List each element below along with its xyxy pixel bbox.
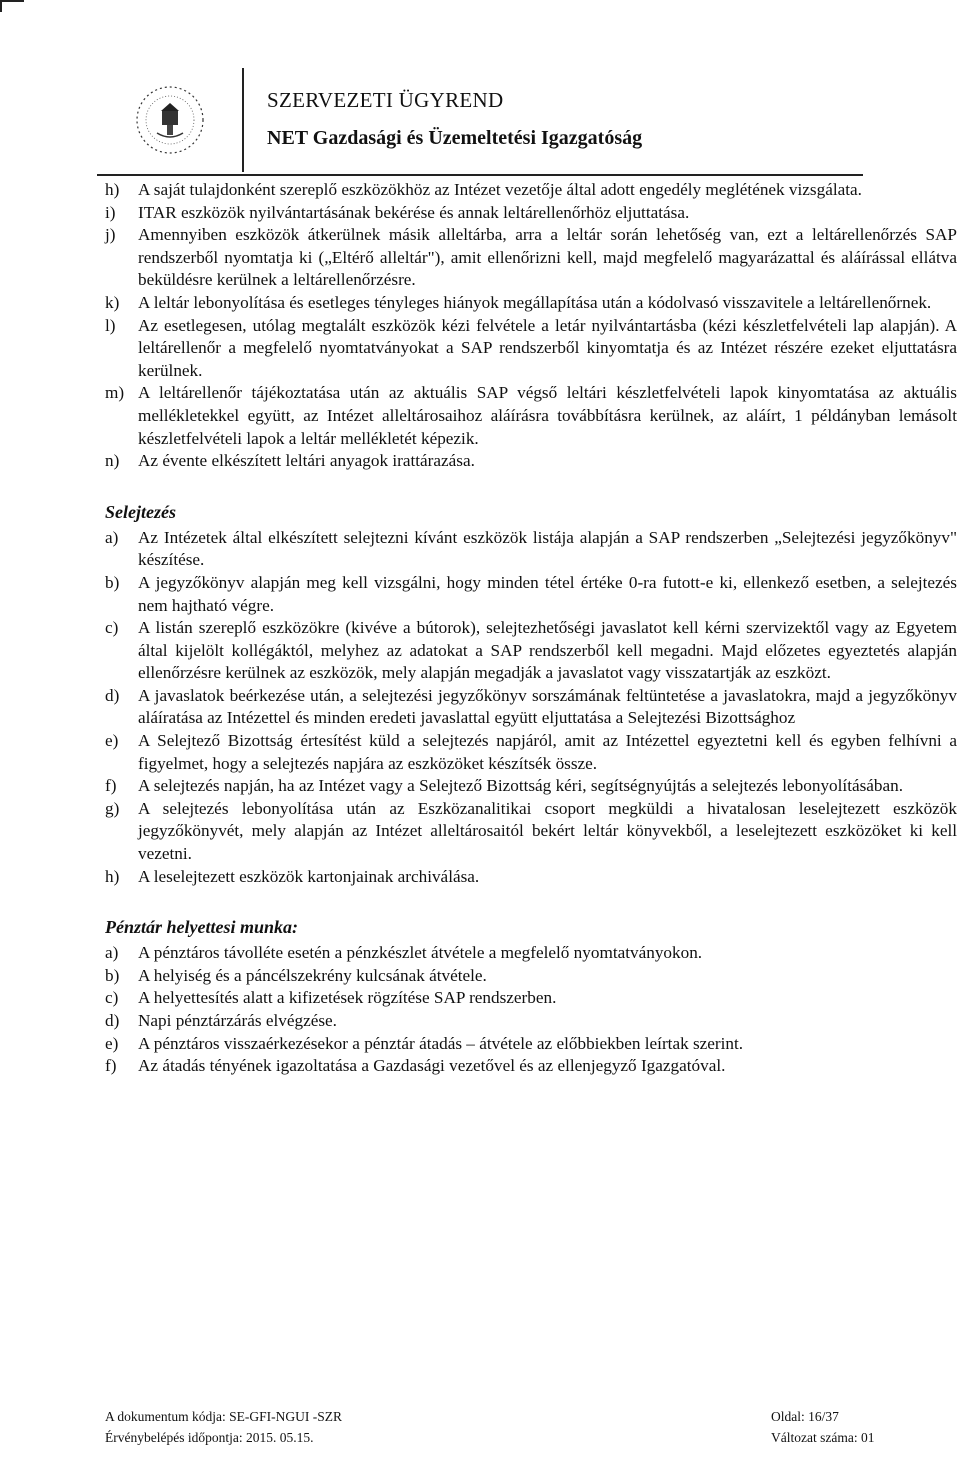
list-item	[105, 1033, 957, 1056]
university-seal-icon	[131, 81, 209, 159]
corner-crop-mark	[0, 0, 24, 12]
item-marker: f)	[105, 1056, 117, 1076]
item-text: A Selejtező Bizottság értesítést küld a selejtezés napjáról, amit az Intézettel egyeztetni kell és egyben felhívni a figyelmet, hogy a selejtezés napjára az eszközöket készítsék össze.	[138, 731, 957, 773]
list-item	[105, 1055, 957, 1078]
list-item	[105, 987, 957, 1010]
document-header	[97, 68, 863, 176]
list-item	[105, 730, 957, 775]
item-marker: d)	[105, 685, 120, 705]
list-item	[105, 617, 957, 685]
list-item	[105, 1010, 957, 1033]
list-item	[105, 942, 957, 965]
item-text: Az Intézetek által elkészített selejtezni kívánt eszközök listája alapján a SAP rendszerben „Selejtezési jegyzőkönyv" készítése.	[138, 527, 957, 570]
item-marker: c)	[105, 988, 119, 1008]
item-marker: g)	[105, 798, 120, 818]
item-marker: h)	[105, 180, 120, 199]
item-text: A leltárellenőr tájékoztatása után az aktuális SAP végső leltári készletfelvételi lapok kinyomtatása az aktuális mellékletekkel együtt, az Intézet alleltárosaihoz aláírásra továbbításra kerülnek, az aláírt, 1 példányban lemásolt készletfelvételi lapok a leltár mellékletét képezik.	[138, 383, 957, 448]
logo-box	[97, 68, 244, 172]
list-item	[105, 179, 957, 202]
item-marker: c)	[105, 618, 119, 638]
item-marker: e)	[105, 1033, 119, 1053]
item-text: A leltár lebonyolítása és esetleges tényleges hiányok megállapítása után a kódolvasó visszavitele a leltárellenőrnek.	[138, 292, 932, 312]
effective-date: Érvénybelépés időpontja: 2015. 05.15.	[105, 1430, 314, 1445]
item-marker: a)	[105, 943, 119, 963]
list-item	[105, 965, 957, 988]
item-marker: h)	[105, 866, 120, 886]
list-item	[105, 292, 957, 315]
list-item	[105, 382, 957, 450]
item-marker: f)	[105, 776, 117, 796]
item-marker: i)	[105, 202, 116, 222]
item-marker: l)	[105, 315, 116, 335]
list-item	[105, 775, 957, 798]
list-item	[105, 866, 957, 889]
list-item	[105, 315, 957, 383]
list-item	[105, 527, 957, 572]
list-top	[105, 179, 957, 473]
doc-code: A dokumentum kódja: SE-GFI-NGUI -SZR	[105, 1409, 342, 1424]
list-item	[105, 450, 957, 473]
list-item	[105, 798, 957, 866]
item-text: A pénztáros visszaérkezésekor a pénztár átadás – átvétele az előbbiekben leírtak szerint.	[138, 1033, 744, 1053]
footer-row	[105, 1406, 957, 1427]
item-marker: a)	[105, 527, 119, 547]
header-text	[244, 68, 642, 174]
section-heading-penztar: Pénztár helyettesi munka:	[105, 917, 298, 938]
item-text: A pénztáros távolléte esetén a pénzkészlet átvétele a megfelelő nyomtatványokon.	[138, 943, 703, 963]
item-text: A leselejtezett eszközök kartonjainak archiválása.	[138, 866, 480, 886]
item-text: A helyettesítés alatt a kifizetések rögzítése SAP rendszerben.	[138, 988, 557, 1008]
item-marker: d)	[105, 1011, 120, 1030]
item-text: A selejtezés napján, ha az Intézet vagy a Selejtező Bizottság kéri, segítségnyújtás a selejtezés lebonyolításában.	[138, 776, 904, 796]
item-text: A saját tulajdonként szereplő eszközökhöz az Intézet vezetője által adott engedély meglétének vizsgálata.	[138, 180, 862, 199]
item-text: ITAR eszközök nyilvántartásának bekérése és annak leltárellenőrhöz eljuttatása.	[138, 202, 690, 222]
list-item	[105, 572, 957, 617]
list-selejtezes	[105, 527, 957, 889]
item-marker: b)	[105, 572, 120, 592]
item-text: A listán szereplő eszközökre (kivéve a bútorok), selejtezhetőségi javaslatot kell kérni szervizektől vagy az Egyetem által kijelölt kollégáktól, melyhez az adatokat a SAP rendszerből kell megadni. Majd előzetes egyeztetés alapján ellenőrzésre kerülnek az eszközök, mely alapján megadják a javaslatot vagy visszatartják az eszközt.	[138, 618, 957, 683]
document-footer	[105, 1406, 957, 1448]
section-heading-selejtezes: Selejtezés	[105, 501, 176, 522]
item-text: Amennyiben eszközök átkerülnek másik alleltárba, arra a leltár során lehetőség van, ezt a leltárellenőrzés SAP rendszerből nyomtatja ki („Eltérő alleltár"), amit ellenőrizni kell, majd megfelelő magyarázattal és aláírással ellátva beküldésre kerülnek a leltárellenőrzésre.	[138, 225, 957, 290]
document-body	[105, 179, 957, 1078]
item-text: Az esetlegesen, utólag megtalált eszközök kézi felvétele a letár nyilvántartásba (kézi készletfelvételi lap alapján). A leltárellenőr a megfelelő nyomtatványokat a SAP rendszerből kinyomtatja és az Intézet részére ezeket eljuttatásra kerülnek.	[138, 315, 957, 380]
item-marker: e)	[105, 731, 119, 751]
item-marker: b)	[105, 965, 120, 985]
list-item	[105, 685, 957, 730]
item-marker: m)	[105, 383, 125, 403]
list-item	[105, 224, 957, 292]
list-penztar	[105, 942, 957, 1078]
item-text: Az átadás tényének igazoltatása a Gazdasági vezetővel és az ellenjegyző Igazgatóval.	[138, 1056, 726, 1076]
list-item	[105, 202, 957, 225]
footer-row	[105, 1427, 957, 1448]
item-marker: j)	[105, 225, 116, 245]
version-number: Változat száma: 01	[771, 1430, 875, 1445]
item-text: Az évente elkészített leltári anyagok irattárazása.	[138, 451, 475, 471]
item-text: A helyiség és a páncélszekrény kulcsának átvétele.	[138, 965, 487, 985]
item-marker: k)	[105, 292, 120, 312]
page-subtitle: NET Gazdasági és Üzemeltetési Igazgatóság	[267, 127, 643, 149]
item-text: A jegyzőkönyv alapján meg kell vizsgálni, hogy minden tétel értéke 0-ra futott-e ki, ellenkező esetben, a selejtezés nem hajtható végre.	[138, 572, 957, 615]
item-text: A javaslatok beérkezése után, a selejtezési jegyzőkönyv sorszámának feltüntetése a javaslatokra, majd a jegyzőkönyv aláíratása az Intézettel és minden eredeti javaslattal együtt eljuttatása a Selejtezési Bizottsághoz	[138, 685, 957, 728]
item-marker: n)	[105, 451, 120, 471]
item-text: A selejtezés lebonyolítása után az Eszközanalitikai csoport megküldi a hivatalosan leselejtezett eszközök jegyzőkönyvét, mely alapján az Intézet alleltárosaitól bekért leltár könyvekből, a leselejtezett eszközöket ki kell vezetni.	[138, 798, 957, 864]
page-number: Oldal: 16/37	[771, 1409, 839, 1424]
page-title: SZERVEZETI ÜGYREND	[267, 88, 504, 112]
item-text: Napi pénztárzárás elvégzése.	[138, 1011, 337, 1030]
